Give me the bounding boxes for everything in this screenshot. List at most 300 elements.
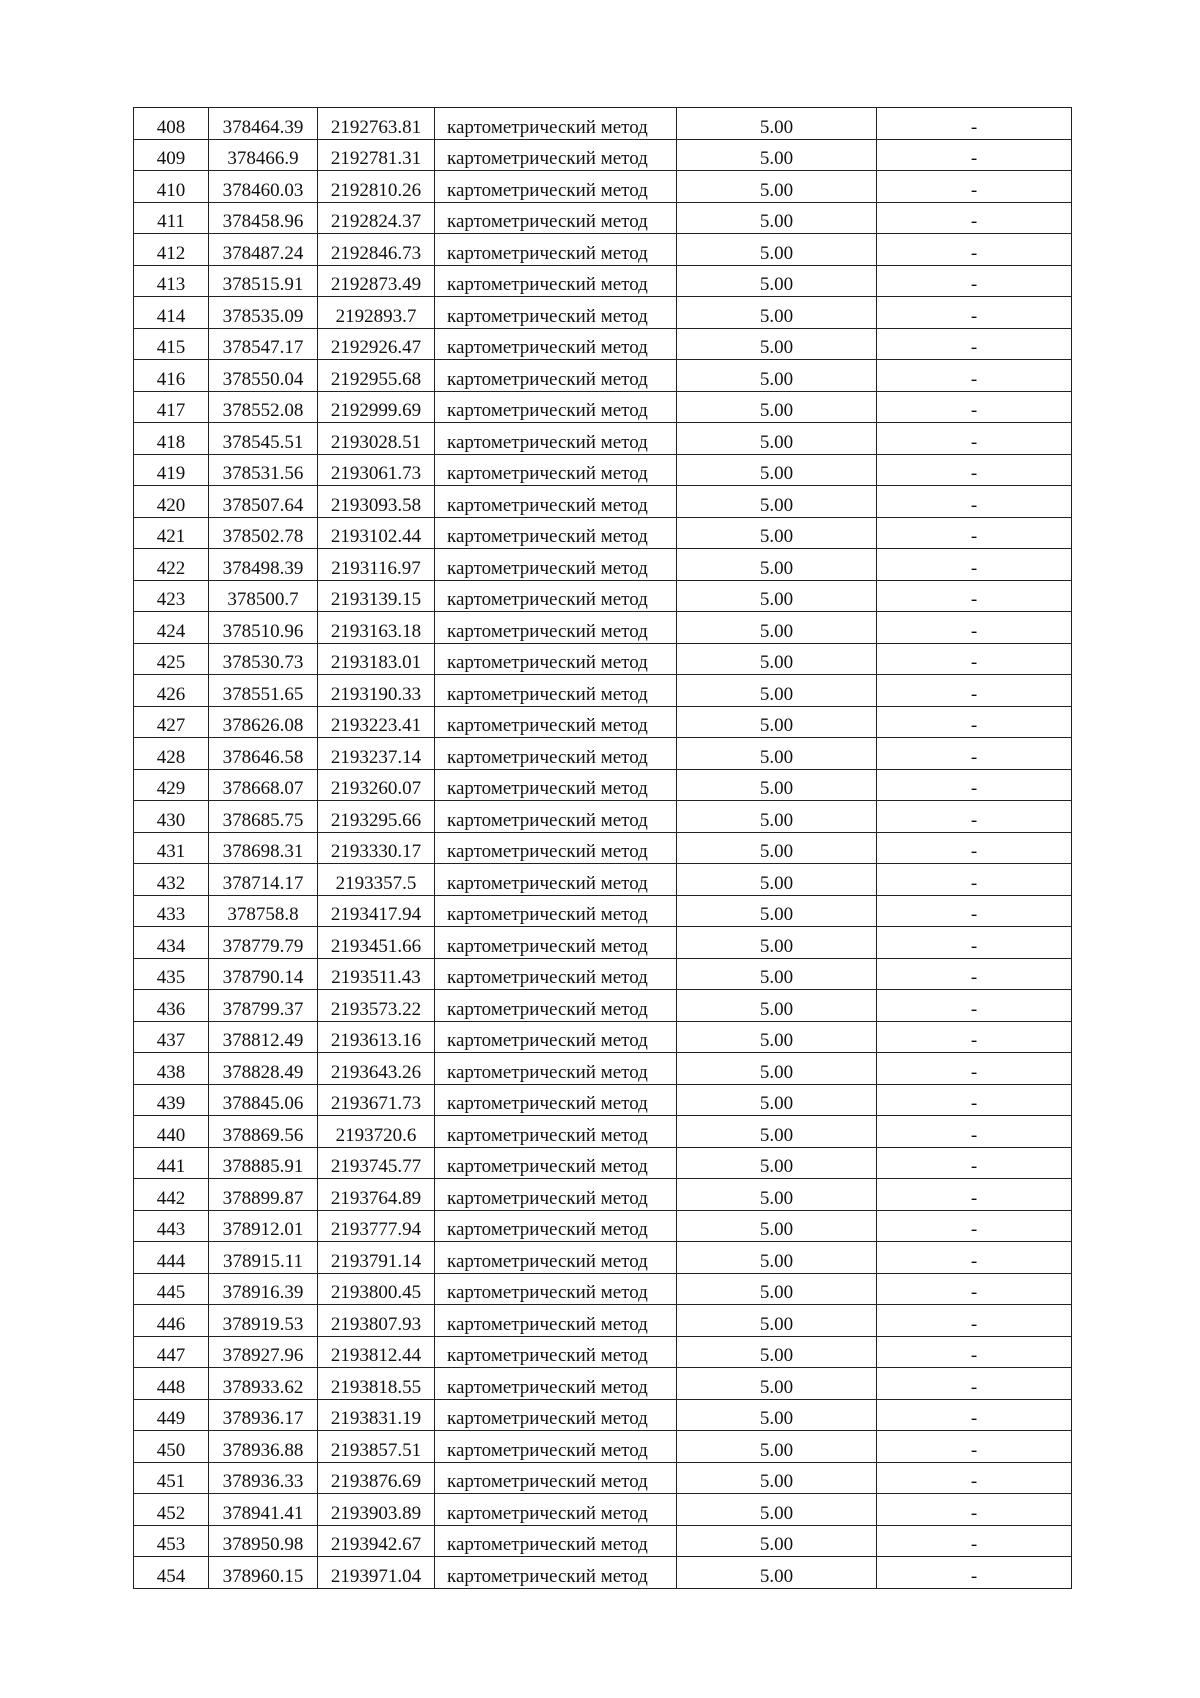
y-coordinate-cell xyxy=(318,549,435,581)
accuracy-cell xyxy=(677,1557,877,1589)
accuracy-text: 5.00 xyxy=(759,116,794,138)
table-row xyxy=(134,895,1072,927)
description-text: - xyxy=(970,274,978,295)
point-number-cell xyxy=(134,328,209,360)
y-coordinate-text: 2193720.6 xyxy=(335,1124,417,1146)
method-text: картометрический метод xyxy=(447,116,648,138)
point-number-text: 421 xyxy=(156,526,186,547)
y-coordinate-text: 2193116.97 xyxy=(331,557,421,579)
description-text: - xyxy=(970,242,978,264)
description-cell xyxy=(877,643,1072,675)
y-coordinate-text: 2193671.73 xyxy=(330,1093,422,1114)
x-coordinate-cell xyxy=(209,990,318,1022)
accuracy-cell xyxy=(677,454,877,486)
y-coordinate-cell xyxy=(318,895,435,927)
accuracy-cell xyxy=(677,1399,877,1431)
accuracy-text: 5.00 xyxy=(759,274,794,295)
accuracy-cell xyxy=(677,675,877,707)
method-cell xyxy=(435,580,677,612)
description-cell xyxy=(877,1462,1072,1494)
point-number-text: 434 xyxy=(156,935,186,957)
accuracy-text: 5.00 xyxy=(759,778,794,799)
description-text: - xyxy=(970,1124,978,1146)
method-cell xyxy=(435,234,677,266)
description-cell xyxy=(877,1273,1072,1305)
method-text: картометрический метод xyxy=(447,1471,648,1492)
method-cell xyxy=(435,1336,677,1368)
point-number-text: 442 xyxy=(156,1187,186,1209)
point-number-text: 450 xyxy=(156,1439,186,1461)
method-text: картометрический метод xyxy=(447,1282,648,1303)
y-coordinate-text: 2193807.93 xyxy=(330,1313,422,1335)
x-coordinate-cell xyxy=(209,202,318,234)
y-coordinate-cell xyxy=(318,706,435,738)
table-row xyxy=(134,139,1072,171)
method-text: картометрический метод xyxy=(447,1376,648,1398)
accuracy-text: 5.00 xyxy=(759,242,794,264)
method-text: картометрический метод xyxy=(447,1345,648,1366)
description-text: - xyxy=(970,400,978,421)
point-number-cell xyxy=(134,864,209,896)
x-coordinate-cell xyxy=(209,864,318,896)
accuracy-cell xyxy=(677,769,877,801)
point-number-text: 452 xyxy=(156,1502,186,1524)
accuracy-cell xyxy=(677,832,877,864)
point-number-cell xyxy=(134,1179,209,1211)
accuracy-text: 5.00 xyxy=(759,1219,794,1240)
accuracy-cell xyxy=(677,958,877,990)
accuracy-text: 5.00 xyxy=(759,1471,794,1492)
point-number-cell xyxy=(134,517,209,549)
table-row xyxy=(134,1084,1072,1116)
description-text: - xyxy=(970,746,978,768)
method-text: картометрический метод xyxy=(447,1565,648,1587)
accuracy-cell xyxy=(677,486,877,518)
table-row xyxy=(134,108,1072,140)
x-coordinate-cell xyxy=(209,769,318,801)
description-cell xyxy=(877,549,1072,581)
y-coordinate-text: 2192810.26 xyxy=(330,179,422,201)
y-coordinate-cell xyxy=(318,1368,435,1400)
x-coordinate-cell xyxy=(209,1305,318,1337)
method-cell xyxy=(435,801,677,833)
method-cell xyxy=(435,706,677,738)
accuracy-cell xyxy=(677,1021,877,1053)
table-row xyxy=(134,864,1072,896)
table-row xyxy=(134,1368,1072,1400)
x-coordinate-text: 378936.17 xyxy=(222,1408,304,1429)
x-coordinate-cell xyxy=(209,297,318,329)
accuracy-text: 5.00 xyxy=(759,431,794,453)
point-number-text: 422 xyxy=(156,557,186,579)
y-coordinate-text: 2192824.37 xyxy=(330,211,422,232)
description-text: - xyxy=(970,1061,978,1083)
method-text: картометрический метод xyxy=(447,494,648,516)
description-cell xyxy=(877,1305,1072,1337)
x-coordinate-text: 378915.11 xyxy=(222,1250,304,1272)
accuracy-cell xyxy=(677,297,877,329)
y-coordinate-text: 2193223.41 xyxy=(330,715,422,736)
y-coordinate-text: 2193028.51 xyxy=(330,431,422,453)
point-number-cell xyxy=(134,1336,209,1368)
point-number-text: 425 xyxy=(156,652,186,673)
description-cell xyxy=(877,895,1072,927)
method-cell xyxy=(435,1399,677,1431)
table-row xyxy=(134,423,1072,455)
x-coordinate-cell xyxy=(209,139,318,171)
point-number-cell xyxy=(134,990,209,1022)
description-cell xyxy=(877,486,1072,518)
method-text: картометрический метод xyxy=(447,652,648,673)
method-text: картометрический метод xyxy=(447,1534,648,1555)
point-number-cell xyxy=(134,1557,209,1589)
method-text: картометрический метод xyxy=(447,620,648,642)
x-coordinate-cell xyxy=(209,643,318,675)
description-cell xyxy=(877,1053,1072,1085)
table-row xyxy=(134,360,1072,392)
description-cell xyxy=(877,423,1072,455)
x-coordinate-text: 378460.03 xyxy=(222,179,304,201)
accuracy-cell xyxy=(677,1494,877,1526)
description-cell xyxy=(877,1368,1072,1400)
method-text: картометрический метод xyxy=(447,841,648,862)
point-number-cell xyxy=(134,423,209,455)
point-number-cell xyxy=(134,675,209,707)
x-coordinate-text: 378869.56 xyxy=(222,1124,304,1146)
y-coordinate-text: 2193330.17 xyxy=(330,841,422,862)
y-coordinate-cell xyxy=(318,769,435,801)
table-row xyxy=(134,769,1072,801)
point-number-text: 429 xyxy=(156,778,186,799)
y-coordinate-cell xyxy=(318,423,435,455)
y-coordinate-cell xyxy=(318,1462,435,1494)
accuracy-text: 5.00 xyxy=(759,652,794,673)
y-coordinate-cell xyxy=(318,643,435,675)
method-text: картометрический метод xyxy=(447,683,648,705)
description-cell xyxy=(877,391,1072,423)
description-cell xyxy=(877,675,1072,707)
description-text: - xyxy=(970,1313,978,1335)
x-coordinate-cell xyxy=(209,801,318,833)
accuracy-cell xyxy=(677,1336,877,1368)
description-cell xyxy=(877,1242,1072,1274)
y-coordinate-text: 2193183.01 xyxy=(330,652,422,673)
method-cell xyxy=(435,990,677,1022)
x-coordinate-cell xyxy=(209,549,318,581)
y-coordinate-text: 2193190.33 xyxy=(330,683,422,705)
point-number-text: 433 xyxy=(156,904,186,925)
method-text: картометрический метод xyxy=(447,589,648,610)
method-cell xyxy=(435,1525,677,1557)
description-text: - xyxy=(970,715,978,736)
point-number-cell xyxy=(134,832,209,864)
x-coordinate-text: 378799.37 xyxy=(222,998,304,1020)
accuracy-text: 5.00 xyxy=(759,1502,794,1524)
x-coordinate-cell xyxy=(209,1462,318,1494)
x-coordinate-cell xyxy=(209,738,318,770)
point-number-cell xyxy=(134,1431,209,1463)
x-coordinate-text: 378885.91 xyxy=(222,1156,304,1177)
accuracy-text: 5.00 xyxy=(759,1093,794,1114)
y-coordinate-cell xyxy=(318,1557,435,1589)
table-row xyxy=(134,990,1072,1022)
point-number-cell xyxy=(134,1210,209,1242)
description-cell xyxy=(877,927,1072,959)
x-coordinate-text: 378545.51 xyxy=(222,431,304,453)
table-row xyxy=(134,1525,1072,1557)
y-coordinate-cell xyxy=(318,990,435,1022)
point-number-cell xyxy=(134,1242,209,1274)
x-coordinate-text: 378552.08 xyxy=(222,400,304,421)
description-text: - xyxy=(970,1345,978,1366)
accuracy-text: 5.00 xyxy=(759,148,794,169)
accuracy-text: 5.00 xyxy=(759,683,794,705)
table-row xyxy=(134,1305,1072,1337)
description-cell xyxy=(877,1116,1072,1148)
description-text: - xyxy=(970,1534,978,1555)
accuracy-text: 5.00 xyxy=(759,1124,794,1146)
table-row xyxy=(134,1399,1072,1431)
x-coordinate-text: 378933.62 xyxy=(222,1376,304,1398)
accuracy-text: 5.00 xyxy=(759,620,794,642)
description-text: - xyxy=(970,526,978,547)
method-text: картометрический метод xyxy=(447,935,648,957)
method-text: картометрический метод xyxy=(447,904,648,925)
description-text: - xyxy=(970,431,978,453)
point-number-cell xyxy=(134,139,209,171)
description-text: - xyxy=(970,1156,978,1177)
x-coordinate-cell xyxy=(209,1525,318,1557)
x-coordinate-cell xyxy=(209,1399,318,1431)
point-number-text: 446 xyxy=(156,1313,186,1335)
method-cell xyxy=(435,1053,677,1085)
x-coordinate-text: 378916.39 xyxy=(222,1282,304,1303)
point-number-text: 438 xyxy=(156,1061,186,1083)
method-text: картометрический метод xyxy=(447,242,648,264)
y-coordinate-cell xyxy=(318,1084,435,1116)
point-number-cell xyxy=(134,706,209,738)
description-text: - xyxy=(970,1093,978,1114)
table-row xyxy=(134,643,1072,675)
x-coordinate-text: 378950.98 xyxy=(222,1534,304,1555)
y-coordinate-text: 2193139.15 xyxy=(330,589,422,610)
accuracy-cell xyxy=(677,612,877,644)
y-coordinate-cell xyxy=(318,958,435,990)
x-coordinate-text: 378464.39 xyxy=(222,116,304,138)
x-coordinate-cell xyxy=(209,958,318,990)
description-text: - xyxy=(970,809,978,831)
method-text: картометрический метод xyxy=(447,1156,648,1177)
description-text: - xyxy=(970,1376,978,1398)
accuracy-text: 5.00 xyxy=(759,1061,794,1083)
point-number-cell xyxy=(134,1147,209,1179)
x-coordinate-text: 378899.87 xyxy=(222,1187,304,1209)
table-row xyxy=(134,1021,1072,1053)
x-coordinate-cell xyxy=(209,1147,318,1179)
method-text: картометрический метод xyxy=(447,746,648,768)
y-coordinate-text: 2193102.44 xyxy=(330,526,422,547)
table-row xyxy=(134,801,1072,833)
accuracy-text: 5.00 xyxy=(759,1439,794,1461)
point-number-text: 449 xyxy=(156,1408,186,1429)
description-cell xyxy=(877,328,1072,360)
table-row xyxy=(134,1273,1072,1305)
accuracy-cell xyxy=(677,108,877,140)
point-number-text: 423 xyxy=(156,589,186,610)
method-cell xyxy=(435,1431,677,1463)
x-coordinate-text: 378458.96 xyxy=(222,211,304,232)
description-text: - xyxy=(970,998,978,1020)
point-number-text: 415 xyxy=(156,337,186,358)
point-number-text: 435 xyxy=(156,967,186,988)
description-cell xyxy=(877,864,1072,896)
x-coordinate-cell xyxy=(209,423,318,455)
point-number-text: 447 xyxy=(156,1345,186,1366)
method-text: картометрический метод xyxy=(447,1124,648,1146)
y-coordinate-text: 2193791.14 xyxy=(330,1250,422,1272)
method-cell xyxy=(435,675,677,707)
y-coordinate-text: 2193643.26 xyxy=(330,1061,422,1083)
y-coordinate-text: 2193971.04 xyxy=(330,1565,422,1587)
description-cell xyxy=(877,832,1072,864)
point-number-text: 413 xyxy=(156,274,186,295)
method-text: картометрический метод xyxy=(447,274,648,295)
x-coordinate-cell xyxy=(209,1021,318,1053)
method-cell xyxy=(435,927,677,959)
accuracy-text: 5.00 xyxy=(759,1156,794,1177)
y-coordinate-text: 2193764.89 xyxy=(330,1187,422,1209)
y-coordinate-text: 2193093.58 xyxy=(330,494,422,516)
accuracy-text: 5.00 xyxy=(759,715,794,736)
point-number-text: 417 xyxy=(156,400,186,421)
x-coordinate-cell xyxy=(209,675,318,707)
x-coordinate-text: 378535.09 xyxy=(222,305,304,327)
point-number-cell xyxy=(134,1084,209,1116)
method-cell xyxy=(435,1557,677,1589)
x-coordinate-text: 378487.24 xyxy=(222,242,304,264)
y-coordinate-cell xyxy=(318,580,435,612)
table-row xyxy=(134,1336,1072,1368)
x-coordinate-text: 378515.91 xyxy=(222,274,304,295)
y-coordinate-cell xyxy=(318,927,435,959)
description-cell xyxy=(877,171,1072,203)
x-coordinate-cell xyxy=(209,328,318,360)
accuracy-cell xyxy=(677,927,877,959)
x-coordinate-text: 378531.56 xyxy=(222,463,304,484)
x-coordinate-text: 378550.04 xyxy=(222,368,304,390)
accuracy-cell xyxy=(677,1305,877,1337)
y-coordinate-cell xyxy=(318,486,435,518)
y-coordinate-text: 2192846.73 xyxy=(330,242,422,264)
method-cell xyxy=(435,454,677,486)
method-text: картометрический метод xyxy=(447,809,648,831)
x-coordinate-cell xyxy=(209,927,318,959)
x-coordinate-text: 378927.96 xyxy=(222,1345,304,1366)
y-coordinate-cell xyxy=(318,1242,435,1274)
method-text: картометрический метод xyxy=(447,179,648,201)
accuracy-cell xyxy=(677,391,877,423)
table-row xyxy=(134,738,1072,770)
accuracy-text: 5.00 xyxy=(759,1565,794,1587)
accuracy-text: 5.00 xyxy=(759,400,794,421)
method-text: картометрический метод xyxy=(447,400,648,421)
point-number-cell xyxy=(134,1462,209,1494)
description-cell xyxy=(877,958,1072,990)
description-text: - xyxy=(970,463,978,484)
y-coordinate-text: 2193451.66 xyxy=(330,935,422,957)
table-row xyxy=(134,171,1072,203)
y-coordinate-text: 2193831.19 xyxy=(330,1408,422,1429)
method-text: картометрический метод xyxy=(447,557,648,579)
point-number-text: 427 xyxy=(156,715,186,736)
x-coordinate-text: 378828.49 xyxy=(222,1061,304,1083)
table-row xyxy=(134,234,1072,266)
point-number-cell xyxy=(134,643,209,675)
description-cell xyxy=(877,580,1072,612)
method-cell xyxy=(435,1179,677,1211)
x-coordinate-text: 378698.31 xyxy=(222,841,304,862)
point-number-cell xyxy=(134,612,209,644)
x-coordinate-cell xyxy=(209,171,318,203)
description-text: - xyxy=(970,967,978,988)
table-row xyxy=(134,1210,1072,1242)
point-number-text: 424 xyxy=(156,620,186,642)
description-text: - xyxy=(970,116,978,138)
point-number-text: 410 xyxy=(156,179,186,201)
x-coordinate-cell xyxy=(209,895,318,927)
accuracy-text: 5.00 xyxy=(759,967,794,988)
x-coordinate-text: 378466.9 xyxy=(227,148,299,169)
accuracy-cell xyxy=(677,234,877,266)
method-cell xyxy=(435,958,677,990)
accuracy-text: 5.00 xyxy=(759,935,794,957)
point-number-cell xyxy=(134,769,209,801)
x-coordinate-text: 378502.78 xyxy=(222,526,304,547)
y-coordinate-cell xyxy=(318,171,435,203)
accuracy-text: 5.00 xyxy=(759,872,794,894)
description-cell xyxy=(877,1084,1072,1116)
accuracy-cell xyxy=(677,1462,877,1494)
accuracy-text: 5.00 xyxy=(759,1030,794,1051)
y-coordinate-text: 2193876.69 xyxy=(330,1471,422,1492)
method-text: картометрический метод xyxy=(447,211,648,232)
table-row xyxy=(134,297,1072,329)
y-coordinate-cell xyxy=(318,1305,435,1337)
method-text: картометрический метод xyxy=(447,1313,648,1335)
x-coordinate-cell xyxy=(209,454,318,486)
x-coordinate-cell xyxy=(209,1084,318,1116)
point-number-cell xyxy=(134,1053,209,1085)
point-number-text: 454 xyxy=(156,1565,186,1587)
y-coordinate-cell xyxy=(318,1525,435,1557)
description-text: - xyxy=(970,872,978,894)
accuracy-text: 5.00 xyxy=(759,305,794,327)
y-coordinate-text: 2192763.81 xyxy=(330,116,422,138)
method-cell xyxy=(435,108,677,140)
method-cell xyxy=(435,1305,677,1337)
accuracy-cell xyxy=(677,1368,877,1400)
description-text: - xyxy=(970,778,978,799)
x-coordinate-text: 378551.65 xyxy=(222,683,304,705)
x-coordinate-cell xyxy=(209,265,318,297)
x-coordinate-text: 378685.75 xyxy=(222,809,304,831)
description-text: - xyxy=(970,1502,978,1524)
accuracy-cell xyxy=(677,328,877,360)
y-coordinate-text: 2193942.67 xyxy=(330,1534,422,1555)
y-coordinate-cell xyxy=(318,108,435,140)
method-text: картометрический метод xyxy=(447,1219,648,1240)
x-coordinate-cell xyxy=(209,108,318,140)
